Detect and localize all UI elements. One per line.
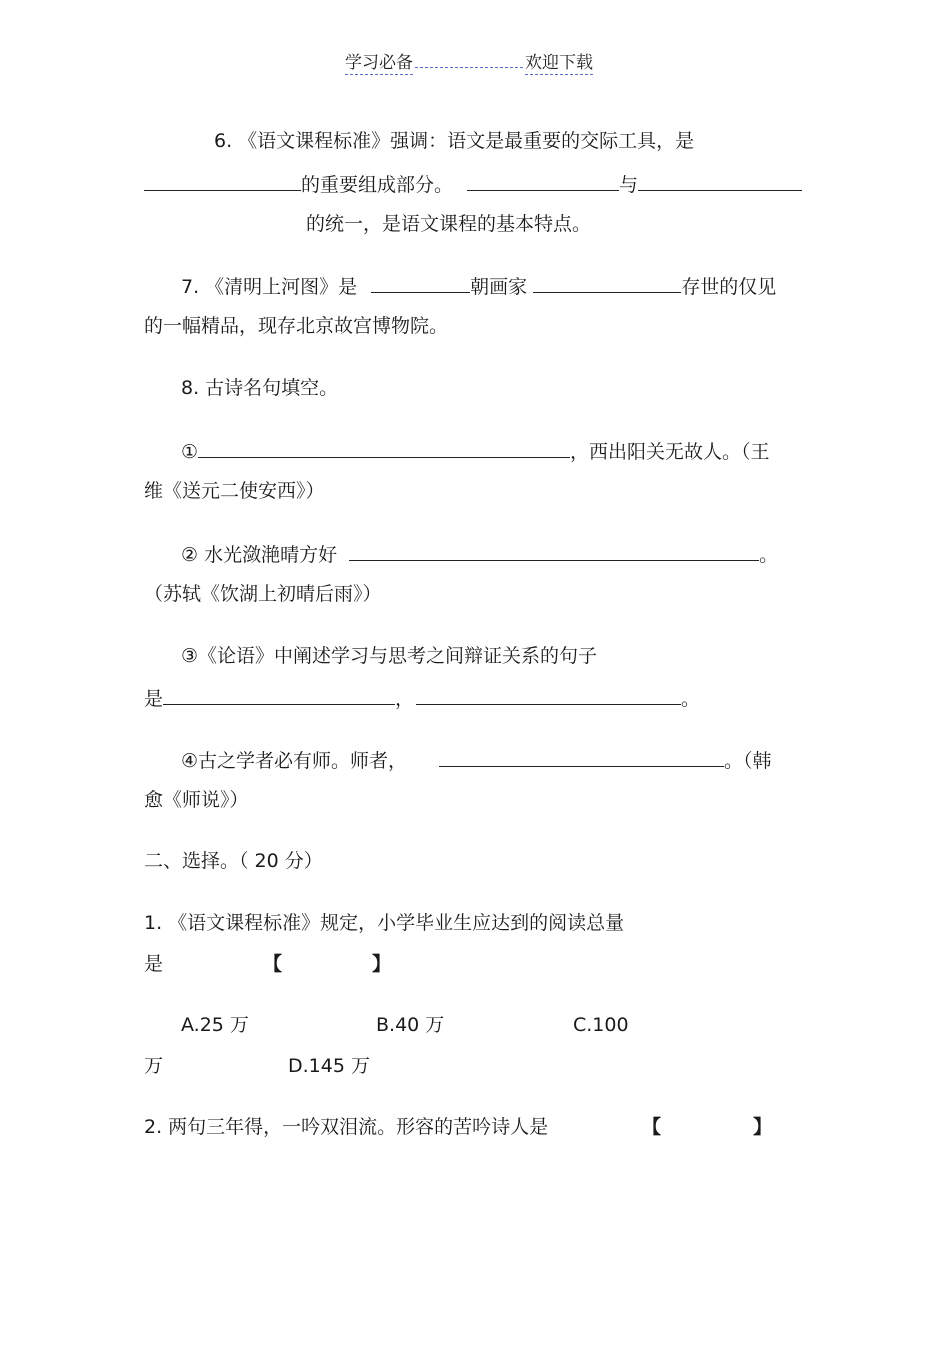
q8-i4-end: 。（韩 (724, 750, 772, 772)
c1-option-a[interactable]: A.25 万 (181, 1014, 249, 1036)
header-right: 欢迎下载 (525, 53, 593, 73)
q8-i2-text: ② 水光潋滟晴方好 (181, 544, 338, 566)
q7-line2: 的一幅精品，现存北京故宫博物院。 (144, 315, 449, 337)
header-dash (415, 53, 523, 68)
q7-blank-2[interactable] (533, 272, 681, 293)
q8-item2-line2: （苏轼《饮湖上初晴后雨》） (144, 583, 382, 605)
q8-blank-2[interactable] (349, 540, 759, 561)
q7-part-c: 存世的仅见 (681, 276, 777, 298)
header-left: 学习必备 (345, 53, 413, 73)
c1-is: 是 (144, 953, 164, 975)
q8-blank-4[interactable] (416, 684, 681, 705)
q8-title: 8. 古诗名句填空。 (181, 377, 339, 399)
c1-option-c-unit: 万 (144, 1055, 164, 1077)
q8-item4 (181, 746, 772, 774)
q8-i2-end: 。 (759, 544, 779, 566)
page-header (345, 48, 593, 73)
q8-i3-comma: ， (395, 688, 415, 710)
q8-blank-5[interactable] (439, 746, 724, 767)
q8-blank-3[interactable] (163, 684, 395, 705)
c1-option-d[interactable]: D.145 万 (288, 1055, 370, 1077)
c2-bracket-left: 【 (642, 1116, 662, 1138)
c1-bracket-right: 】 (372, 953, 392, 975)
q8-i4-text: ④古之学者必有师。师者， (181, 750, 408, 772)
q7-part-b: 朝画家 (470, 276, 528, 298)
q6-line2 (144, 170, 802, 198)
q6-line3: 的统一，是语文课程的基本特点。 (306, 213, 592, 235)
q8-i1-num: ① (181, 441, 199, 463)
q6-part-b: 与 (619, 174, 639, 196)
q7-line1 (181, 272, 776, 300)
q6-line1: 6. 《语文课程标准》强调：语文是最重要的交际工具，是 (214, 130, 695, 152)
c2-text: 2. 两句三年得，一吟双泪流。形容的苦吟诗人是 (144, 1116, 549, 1138)
q8-item3-line2 (144, 684, 700, 712)
c1-bracket-left: 【 (263, 953, 283, 975)
c1-line1: 1. 《语文课程标准》规定，小学毕业生应达到的阅读总量 (144, 912, 625, 934)
q8-item3-line1: ③《论语》中阐述学习与思考之间辩证关系的句子 (181, 645, 598, 667)
q6-part-a: 的重要组成部分。 (301, 174, 454, 196)
q7-part-a: 7. 《清明上河图》是 (181, 276, 358, 298)
c1-option-b[interactable]: B.40 万 (376, 1014, 445, 1036)
q8-i3-end: 。 (681, 688, 701, 710)
q6-blank-1[interactable] (144, 170, 301, 191)
q8-blank-1[interactable] (198, 437, 570, 458)
c1-option-c[interactable]: C.100 (573, 1014, 629, 1036)
q8-item1-line2: 维《送元二使安西》） (144, 480, 325, 502)
q7-blank-1[interactable] (371, 272, 470, 293)
q8-item2 (181, 540, 778, 568)
q8-item1 (181, 437, 770, 465)
section2-title: 二、选择。（ 20 分） (144, 850, 323, 872)
q8-i3-a: 是 (144, 688, 164, 710)
q8-i1-text: ，西出阳关无故人。（王 (570, 441, 770, 463)
q6-blank-3[interactable] (638, 170, 802, 191)
c2-bracket-right: 】 (753, 1116, 773, 1138)
q6-blank-2[interactable] (467, 170, 619, 191)
q8-item4-line2: 愈《师说》） (144, 789, 249, 811)
